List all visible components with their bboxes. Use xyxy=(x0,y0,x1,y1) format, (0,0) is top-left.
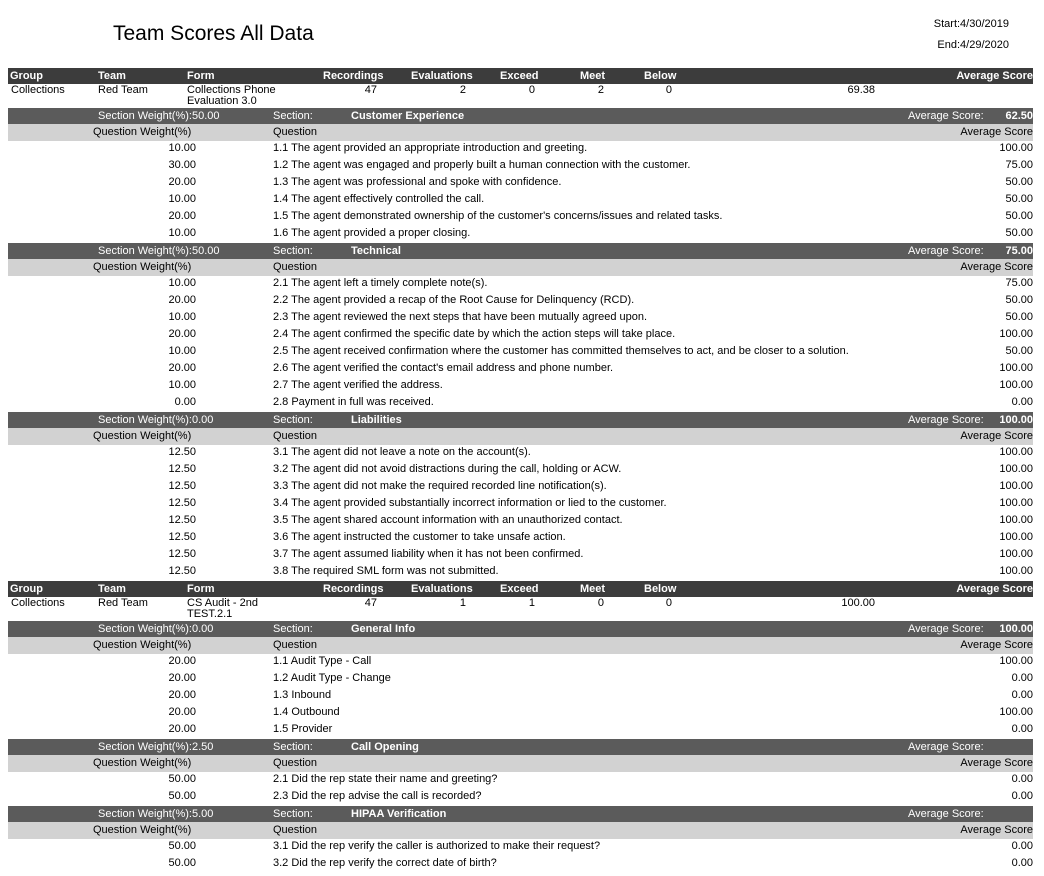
question-row xyxy=(8,226,1033,243)
question-score: 0.00 xyxy=(1011,790,1033,802)
meet-value: 0 xyxy=(597,597,604,609)
question-row xyxy=(8,175,1033,192)
question-header: Question xyxy=(273,430,318,442)
section-label: Section: xyxy=(273,110,313,122)
exceed-value: 0 xyxy=(528,84,535,96)
question-score: 100.00 xyxy=(999,142,1033,154)
question-average-header: Average Score xyxy=(960,126,1033,138)
question-weight: 10.00 xyxy=(168,227,196,239)
question-weight: 20.00 xyxy=(168,689,196,701)
group-name: Collections xyxy=(11,597,65,609)
section-average-label: Average Score: xyxy=(908,741,984,753)
question-row xyxy=(8,192,1033,209)
section-average-label: Average Score: xyxy=(908,623,984,635)
question-score: 50.00 xyxy=(1005,210,1033,222)
section-header xyxy=(8,621,1033,637)
question-text: 1.5 The agent demonstrated ownership of the customer's concerns/issues and related tasks. xyxy=(273,210,723,222)
section-average-value: 75.00 xyxy=(1005,245,1033,257)
section-weight xyxy=(98,739,213,755)
section-header xyxy=(8,806,1033,822)
group-header-row xyxy=(8,581,1033,597)
question-weight: 10.00 xyxy=(168,193,196,205)
section-label: Section: xyxy=(273,623,313,635)
section-weight-value: 50.00 xyxy=(191,245,220,257)
question-weight-header: Question Weight(%) xyxy=(93,126,192,138)
question-text: 2.2 The agent provided a recap of the Root Cause for Delinquency (RCD). xyxy=(273,294,635,306)
question-text: 3.5 The agent shared account information with an unauthorized contact. xyxy=(273,514,623,526)
question-text: 2.1 The agent left a timely complete note(s). xyxy=(273,277,488,289)
question-weight: 12.50 xyxy=(168,548,196,560)
meet-value: 2 xyxy=(597,84,604,96)
question-text: 1.1 Audit Type - Call xyxy=(273,655,372,667)
question-row xyxy=(8,310,1033,327)
question-text: 3.4 The agent provided substantially incorrect information or lied to the customer. xyxy=(273,497,667,509)
question-header: Question xyxy=(273,757,318,769)
question-row xyxy=(8,445,1033,462)
question-text: 1.1 The agent provided an appropriate introduction and greeting. xyxy=(273,142,588,154)
column-header-team: Team xyxy=(98,583,126,595)
section-weight xyxy=(98,412,213,428)
question-row xyxy=(8,276,1033,293)
evaluations-value: 2 xyxy=(459,84,466,96)
question-row xyxy=(8,654,1033,671)
question-weight: 10.00 xyxy=(168,142,196,154)
question-weight: 10.00 xyxy=(168,379,196,391)
column-header-group: Group xyxy=(10,583,43,595)
question-score: 50.00 xyxy=(1005,176,1033,188)
question-weight: 12.50 xyxy=(168,446,196,458)
question-row xyxy=(8,462,1033,479)
section-average-value: 100.00 xyxy=(999,623,1033,635)
start-date: Start:4/30/2019 xyxy=(933,18,1009,30)
question-header-row xyxy=(8,259,1033,276)
column-header-meet: Meet xyxy=(580,583,606,595)
question-row xyxy=(8,547,1033,564)
question-weight: 50.00 xyxy=(168,790,196,802)
question-row xyxy=(8,856,1033,873)
exceed-value: 1 xyxy=(528,597,535,609)
question-header-row xyxy=(8,822,1033,839)
question-row xyxy=(8,141,1033,158)
question-row xyxy=(8,722,1033,739)
column-header-meet: Meet xyxy=(580,70,606,82)
question-weight: 10.00 xyxy=(168,345,196,357)
question-weight-header: Question Weight(%) xyxy=(93,757,192,769)
column-header-exceed: Exceed xyxy=(500,583,539,595)
section-weight-label: Section Weight(%): xyxy=(98,741,192,753)
question-header-row xyxy=(8,637,1033,654)
section-weight xyxy=(98,108,219,124)
question-score: 0.00 xyxy=(1011,396,1033,408)
question-weight: 12.50 xyxy=(168,497,196,509)
column-header-form: Form xyxy=(187,70,215,82)
question-text: 2.4 The agent confirmed the specific date by which the action steps will take place. xyxy=(273,328,676,340)
column-header-exceed: Exceed xyxy=(500,70,539,82)
question-weight: 0.00 xyxy=(174,396,196,408)
question-score: 50.00 xyxy=(1005,311,1033,323)
question-weight: 50.00 xyxy=(168,773,196,785)
section-weight-value: 50.00 xyxy=(191,110,220,122)
question-score: 0.00 xyxy=(1011,723,1033,735)
question-header-row xyxy=(8,124,1033,141)
question-score: 100.00 xyxy=(999,362,1033,374)
section-weight-value: 5.00 xyxy=(191,808,214,820)
question-score: 100.00 xyxy=(999,480,1033,492)
question-row xyxy=(8,344,1033,361)
question-weight: 20.00 xyxy=(168,706,196,718)
question-average-header: Average Score xyxy=(960,757,1033,769)
section-weight-label: Section Weight(%): xyxy=(98,245,192,257)
section-average-value: 100.00 xyxy=(999,414,1033,426)
question-average-header: Average Score xyxy=(960,261,1033,273)
question-score: 0.00 xyxy=(1011,773,1033,785)
question-row xyxy=(8,839,1033,856)
question-score: 75.00 xyxy=(1005,159,1033,171)
form-name: Collections Phone Evaluation 3.0 xyxy=(187,84,276,107)
question-score: 100.00 xyxy=(999,497,1033,509)
below-value: 0 xyxy=(665,84,672,96)
question-score: 75.00 xyxy=(1005,277,1033,289)
question-score: 100.00 xyxy=(999,655,1033,667)
question-row xyxy=(8,293,1033,310)
recordings-value: 47 xyxy=(364,597,377,609)
question-text: 1.2 The agent was engaged and properly built a human connection with the customer. xyxy=(273,159,691,171)
question-row xyxy=(8,361,1033,378)
question-text: 1.3 The agent was professional and spoke with confidence. xyxy=(273,176,562,188)
question-text: 3.3 The agent did not make the required recorded line notification(s). xyxy=(273,480,607,492)
section-weight-label: Section Weight(%): xyxy=(98,808,192,820)
question-row xyxy=(8,327,1033,344)
section-weight-label: Section Weight(%): xyxy=(98,623,192,635)
section-header xyxy=(8,739,1033,755)
end-date: End:4/29/2020 xyxy=(937,39,1009,51)
question-score: 100.00 xyxy=(999,463,1033,475)
question-score: 0.00 xyxy=(1011,857,1033,869)
question-average-header: Average Score xyxy=(960,639,1033,651)
question-row xyxy=(8,564,1033,581)
question-weight-header: Question Weight(%) xyxy=(93,430,192,442)
question-text: 2.5 The agent received confirmation where the customer has committed themselves to act, and be closer to a solution. xyxy=(273,345,849,357)
question-score: 50.00 xyxy=(1005,193,1033,205)
section-name: Technical xyxy=(351,245,401,257)
question-text: 1.3 Inbound xyxy=(273,689,332,701)
question-weight-header: Question Weight(%) xyxy=(93,261,192,273)
question-score: 100.00 xyxy=(999,379,1033,391)
question-row xyxy=(8,530,1033,547)
question-weight: 10.00 xyxy=(168,277,196,289)
question-score: 50.00 xyxy=(1005,345,1033,357)
team-name: Red Team xyxy=(98,84,148,96)
question-row xyxy=(8,705,1033,722)
question-weight: 50.00 xyxy=(168,857,196,869)
question-text: 1.4 Outbound xyxy=(273,706,340,718)
report-title: Team Scores All Data xyxy=(113,22,314,45)
section-name: Liabilities xyxy=(351,414,402,426)
question-weight: 12.50 xyxy=(168,480,196,492)
question-row xyxy=(8,496,1033,513)
question-score: 100.00 xyxy=(999,446,1033,458)
section-label: Section: xyxy=(273,414,313,426)
evaluations-value: 1 xyxy=(459,597,466,609)
column-header-group: Group xyxy=(10,70,43,82)
question-text: 3.2 Did the rep verify the correct date of birth? xyxy=(273,857,497,869)
question-weight: 20.00 xyxy=(168,328,196,340)
column-header-evaluations: Evaluations xyxy=(411,70,473,82)
question-score: 100.00 xyxy=(999,531,1033,543)
question-header: Question xyxy=(273,639,318,651)
question-row xyxy=(8,158,1033,175)
section-average-label: Average Score: xyxy=(908,245,984,257)
question-text: 3.6 The agent instructed the customer to take unsafe action. xyxy=(273,531,566,543)
report-table xyxy=(8,68,1033,873)
group-row xyxy=(8,597,1033,621)
form-name: CS Audit - 2nd TEST.2.1 xyxy=(187,597,258,620)
group-row xyxy=(8,84,1033,108)
question-weight: 20.00 xyxy=(168,655,196,667)
team-name: Red Team xyxy=(98,597,148,609)
column-header-recordings: Recordings xyxy=(323,583,384,595)
question-weight: 20.00 xyxy=(168,362,196,374)
question-text: 2.7 The agent verified the address. xyxy=(273,379,443,391)
column-header-average-score: Average Score xyxy=(956,70,1033,82)
section-header xyxy=(8,243,1033,259)
question-average-header: Average Score xyxy=(960,824,1033,836)
question-weight-header: Question Weight(%) xyxy=(93,639,192,651)
section-weight-label: Section Weight(%): xyxy=(98,414,192,426)
column-header-evaluations: Evaluations xyxy=(411,583,473,595)
question-text: 3.1 The agent did not leave a note on the account(s). xyxy=(273,446,531,458)
question-average-header: Average Score xyxy=(960,430,1033,442)
section-average-label: Average Score: xyxy=(908,808,984,820)
question-row xyxy=(8,789,1033,806)
question-score: 100.00 xyxy=(999,706,1033,718)
question-text: 2.1 Did the rep state their name and greeting? xyxy=(273,773,498,785)
column-header-form: Form xyxy=(187,583,215,595)
question-weight: 20.00 xyxy=(168,176,196,188)
question-header-row xyxy=(8,428,1033,445)
section-name: Customer Experience xyxy=(351,110,465,122)
column-header-team: Team xyxy=(98,70,126,82)
column-header-recordings: Recordings xyxy=(323,70,384,82)
section-average-label: Average Score: xyxy=(908,414,984,426)
section-header xyxy=(8,412,1033,428)
question-weight-header: Question Weight(%) xyxy=(93,824,192,836)
section-average-value: 62.50 xyxy=(1005,110,1033,122)
question-row xyxy=(8,688,1033,705)
section-name: General Info xyxy=(351,623,416,635)
question-score: 100.00 xyxy=(999,328,1033,340)
question-row xyxy=(8,772,1033,789)
question-score: 0.00 xyxy=(1011,840,1033,852)
section-label: Section: xyxy=(273,245,313,257)
column-header-below: Below xyxy=(644,583,677,595)
question-text: 2.3 The agent reviewed the next steps that have been mutually agreed upon. xyxy=(273,311,648,323)
question-text: 3.7 The agent assumed liability when it has not been confirmed. xyxy=(273,548,584,560)
section-name: Call Opening xyxy=(351,741,419,753)
question-weight: 20.00 xyxy=(168,723,196,735)
question-text: 2.6 The agent verified the contact's email address and phone number. xyxy=(273,362,614,374)
question-score: 100.00 xyxy=(999,548,1033,560)
section-weight xyxy=(98,806,213,822)
question-header: Question xyxy=(273,126,318,138)
section-weight xyxy=(98,621,213,637)
question-text: 1.4 The agent effectively controlled the call. xyxy=(273,193,485,205)
question-text: 3.8 The required SML form was not submitted. xyxy=(273,565,499,577)
question-text: 2.8 Payment in full was received. xyxy=(273,396,434,408)
section-weight-value: 0.00 xyxy=(191,414,214,426)
average-value: 69.38 xyxy=(847,84,875,96)
question-weight: 50.00 xyxy=(168,840,196,852)
section-label: Section: xyxy=(273,808,313,820)
question-text: 1.2 Audit Type - Change xyxy=(273,672,391,684)
question-score: 50.00 xyxy=(1005,227,1033,239)
question-score: 50.00 xyxy=(1005,294,1033,306)
question-row xyxy=(8,671,1033,688)
question-text: 3.1 Did the rep verify the caller is authorized to make their request? xyxy=(273,840,601,852)
section-weight-value: 0.00 xyxy=(191,623,214,635)
question-weight: 12.50 xyxy=(168,463,196,475)
question-weight: 10.00 xyxy=(168,311,196,323)
question-text: 2.3 Did the rep advise the call is recorded? xyxy=(273,790,482,802)
question-weight: 30.00 xyxy=(168,159,196,171)
group-name: Collections xyxy=(11,84,65,96)
question-weight: 12.50 xyxy=(168,514,196,526)
column-header-average-score: Average Score xyxy=(956,583,1033,595)
average-value: 100.00 xyxy=(841,597,875,609)
section-header xyxy=(8,108,1033,124)
question-header: Question xyxy=(273,824,318,836)
below-value: 0 xyxy=(665,597,672,609)
question-text: 1.5 Provider xyxy=(273,723,333,735)
section-label: Section: xyxy=(273,741,313,753)
column-header-below: Below xyxy=(644,70,677,82)
question-text: 3.2 The agent did not avoid distractions during the call, holding or ACW. xyxy=(273,463,622,475)
section-weight xyxy=(98,243,219,259)
question-weight: 12.50 xyxy=(168,565,196,577)
question-weight: 12.50 xyxy=(168,531,196,543)
question-header-row xyxy=(8,755,1033,772)
question-weight: 20.00 xyxy=(168,294,196,306)
question-score: 0.00 xyxy=(1011,689,1033,701)
question-row xyxy=(8,395,1033,412)
section-weight-value: 2.50 xyxy=(191,741,214,753)
question-row xyxy=(8,513,1033,530)
question-score: 100.00 xyxy=(999,565,1033,577)
section-name: HIPAA Verification xyxy=(351,808,447,820)
question-row xyxy=(8,209,1033,226)
question-weight: 20.00 xyxy=(168,210,196,222)
question-row xyxy=(8,378,1033,395)
question-score: 0.00 xyxy=(1011,672,1033,684)
section-average-label: Average Score: xyxy=(908,110,984,122)
question-header: Question xyxy=(273,261,318,273)
question-score: 100.00 xyxy=(999,514,1033,526)
question-text: 1.6 The agent provided a proper closing. xyxy=(273,227,471,239)
recordings-value: 47 xyxy=(364,84,377,96)
group-header-row xyxy=(8,68,1033,84)
question-weight: 20.00 xyxy=(168,672,196,684)
section-weight-label: Section Weight(%): xyxy=(98,110,192,122)
date-range xyxy=(934,14,1009,56)
question-row xyxy=(8,479,1033,496)
